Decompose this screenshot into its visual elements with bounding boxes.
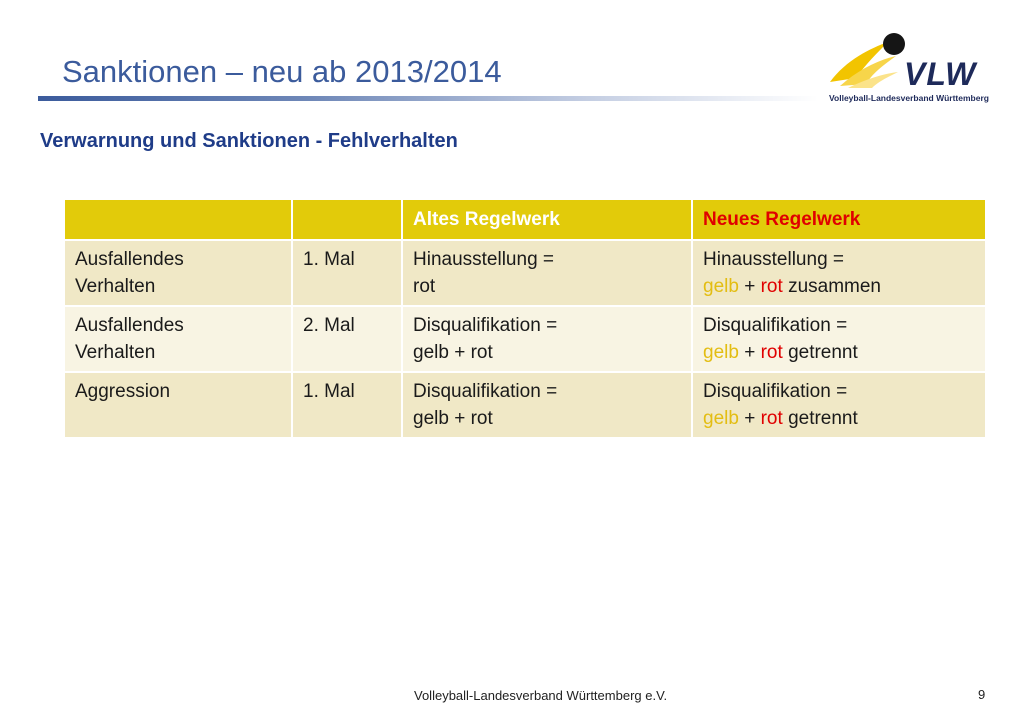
old-rule-cell	[402, 372, 692, 438]
category-cell	[64, 372, 292, 438]
plus-text: +	[744, 408, 756, 429]
old-rule-cell	[402, 306, 692, 372]
new-rule-line: Hinausstellung =	[703, 249, 845, 270]
category-line: Ausfallendes	[75, 315, 184, 336]
section-heading: Verwarnung und Sanktionen - Fehlverhalten	[40, 130, 458, 152]
logo-subtitle: Volleyball-Landesverband Württemberg	[829, 93, 989, 103]
old-rule-line: rot	[413, 276, 436, 297]
table-header-row	[64, 199, 986, 240]
header-count	[292, 199, 402, 240]
table-row	[64, 306, 986, 372]
new-rule-suffix: getrennt	[788, 342, 858, 363]
category-line: Aggression	[75, 381, 171, 402]
new-rule-line: Disqualifikation =	[703, 315, 848, 336]
yellow-card-text: gelb	[703, 342, 739, 363]
footer-text: Volleyball-Landesverband Württemberg e.V.	[414, 688, 668, 703]
count-cell: 1. Mal	[292, 240, 402, 306]
old-rule-line: Hinausstellung =	[413, 249, 555, 270]
new-rule-suffix: zusammen	[788, 276, 881, 297]
new-rule-cell	[692, 306, 986, 372]
header-category	[64, 199, 292, 240]
old-rule-line: Disqualifikation =	[413, 381, 558, 402]
sanctions-table	[63, 198, 987, 439]
count-cell: 1. Mal	[292, 372, 402, 438]
slide-title: Sanktionen – neu ab 2013/2014	[62, 54, 502, 89]
new-rule-cell	[692, 372, 986, 438]
plus-text: +	[744, 276, 756, 297]
old-rule-cell	[402, 240, 692, 306]
new-rule-cell	[692, 240, 986, 306]
red-card-text: rot	[760, 408, 783, 429]
old-rule-line: gelb + rot	[413, 408, 493, 429]
yellow-card-text: gelb	[703, 408, 739, 429]
new-rule-suffix: getrennt	[788, 408, 858, 429]
category-cell	[64, 240, 292, 306]
old-rule-line: Disqualifikation =	[413, 315, 558, 336]
count-cell: 2. Mal	[292, 306, 402, 372]
table-row	[64, 372, 986, 438]
header-new-rules: Neues Regelwerk	[692, 199, 986, 240]
plus-text: +	[744, 342, 756, 363]
category-line: Verhalten	[75, 342, 156, 363]
title-underline	[38, 96, 818, 101]
logo-name: VLW	[904, 56, 977, 92]
table-row	[64, 240, 986, 306]
header-old-rules: Altes Regelwerk	[402, 199, 692, 240]
red-card-text: rot	[760, 342, 783, 363]
category-line: Verhalten	[75, 276, 156, 297]
red-card-text: rot	[760, 276, 783, 297]
category-line: Ausfallendes	[75, 249, 184, 270]
yellow-card-text: gelb	[703, 276, 739, 297]
new-rule-line: Disqualifikation =	[703, 381, 848, 402]
category-cell	[64, 306, 292, 372]
page-number: 9	[978, 687, 986, 702]
old-rule-line: gelb + rot	[413, 342, 493, 363]
